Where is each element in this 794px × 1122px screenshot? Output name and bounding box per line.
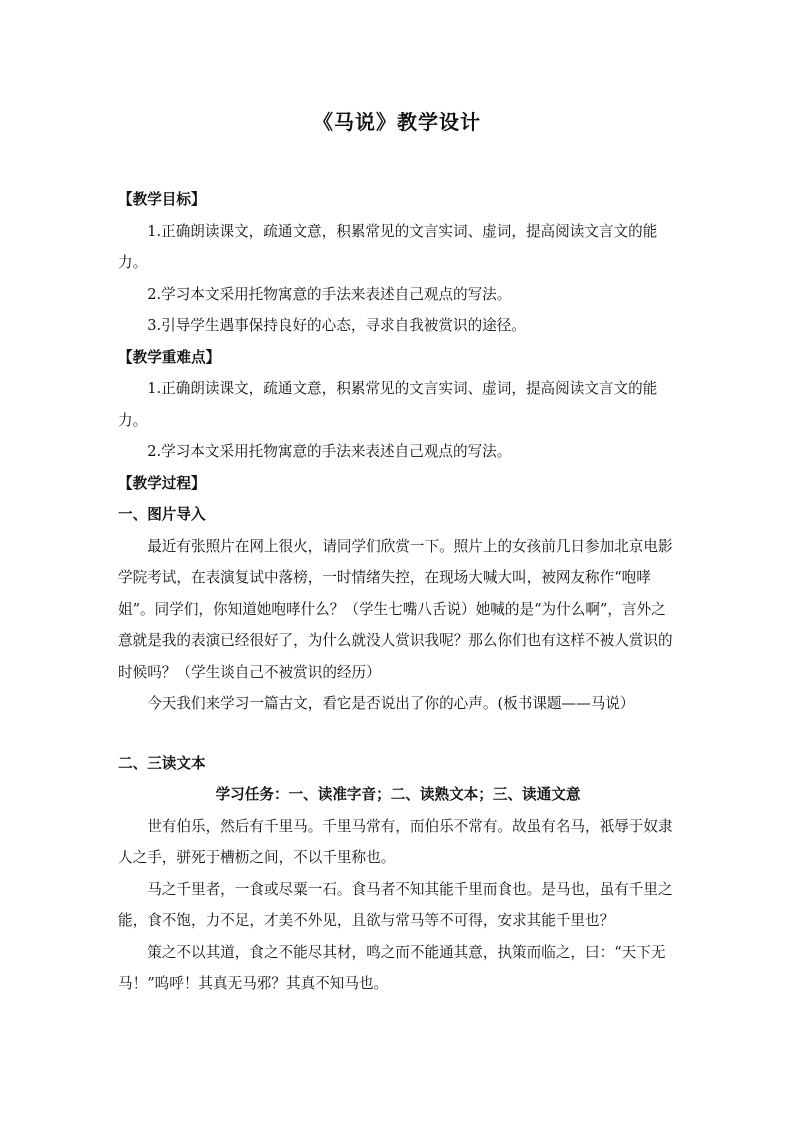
page-title: 《马说》教学设计 — [313, 110, 481, 134]
text-paragraph: 世有伯乐，然后有千里马。千里马常有，而伯乐不常有。故虽有名马，祇辱于奴隶人之手，骈死于槽枥之间，不以千里称也。 — [118, 817, 673, 866]
objective-item: 3.引导学生遇事保持良好的心态，寻求自我被赏识的途径。 — [147, 317, 526, 334]
key-point-item: 1.正确朗读课文，疏通文意，积累常见的文言实词、虚词，提高阅读文言文的能力。 — [118, 380, 658, 429]
section-heading-intro: 一、图片导入 — [118, 506, 206, 523]
section-spacer — [118, 720, 678, 748]
key-point-item: 2.学习本文采用托物寓意的手法来表述自己观点的写法。 — [147, 443, 512, 460]
intro-paragraph: 最近有张照片在网上很火，请同学们欣赏一下。照片上的女孩前几日参加北京电影学院考试，在表演复试中落榜，一时情绪失控，在现场大喊大叫，被网友称作“咆哮姐”。同学们，你知道她咆哮什么？（学生七嘴八舌说）她喊的是“为什么啊”，言外之意就是我的表演已经很好了，为什么就没人赏识我呢？那么你们也有这样不被人赏识的时候吗？（学生谈自己不被赏识的经历） — [118, 537, 673, 681]
document-body — [118, 184, 678, 1000]
objective-item: 2.学习本文采用托物寓意的手法来表述自己观点的写法。 — [147, 285, 512, 303]
objectives-heading: 【教学目标】 — [118, 191, 206, 208]
text-paragraph: 马之千里者，一食或尽粟一石。食马者不知其能千里而食也。是马也，虽有千里之能，食不饱，力不足，才美不外见，且欲与常马等不可得，安求其能千里也？ — [118, 880, 673, 929]
key-points-heading: 【教学重难点】 — [118, 348, 221, 366]
section-heading-reading: 二、三读文本 — [118, 754, 206, 772]
learning-task: 学习任务：一、读准字音；二、读熟文本；三、读通文意 — [215, 786, 581, 803]
intro-paragraph: 今天我们来学习一篇古文，看它是否说出了你的心声。(板书课题——马说） — [147, 695, 635, 712]
objective-item: 1.正确朗读课文，疏通文意，积累常见的文言实词、虚词，提高阅读文言文的能力。 — [118, 222, 658, 271]
process-heading: 【教学过程】 — [118, 474, 206, 492]
text-paragraph: 策之不以其道，食之不能尽其材，鸣之而不能通其意，执策而临之，曰：“天下无马！”呜呼！其真无马邪？其真不知马也。 — [118, 943, 666, 992]
